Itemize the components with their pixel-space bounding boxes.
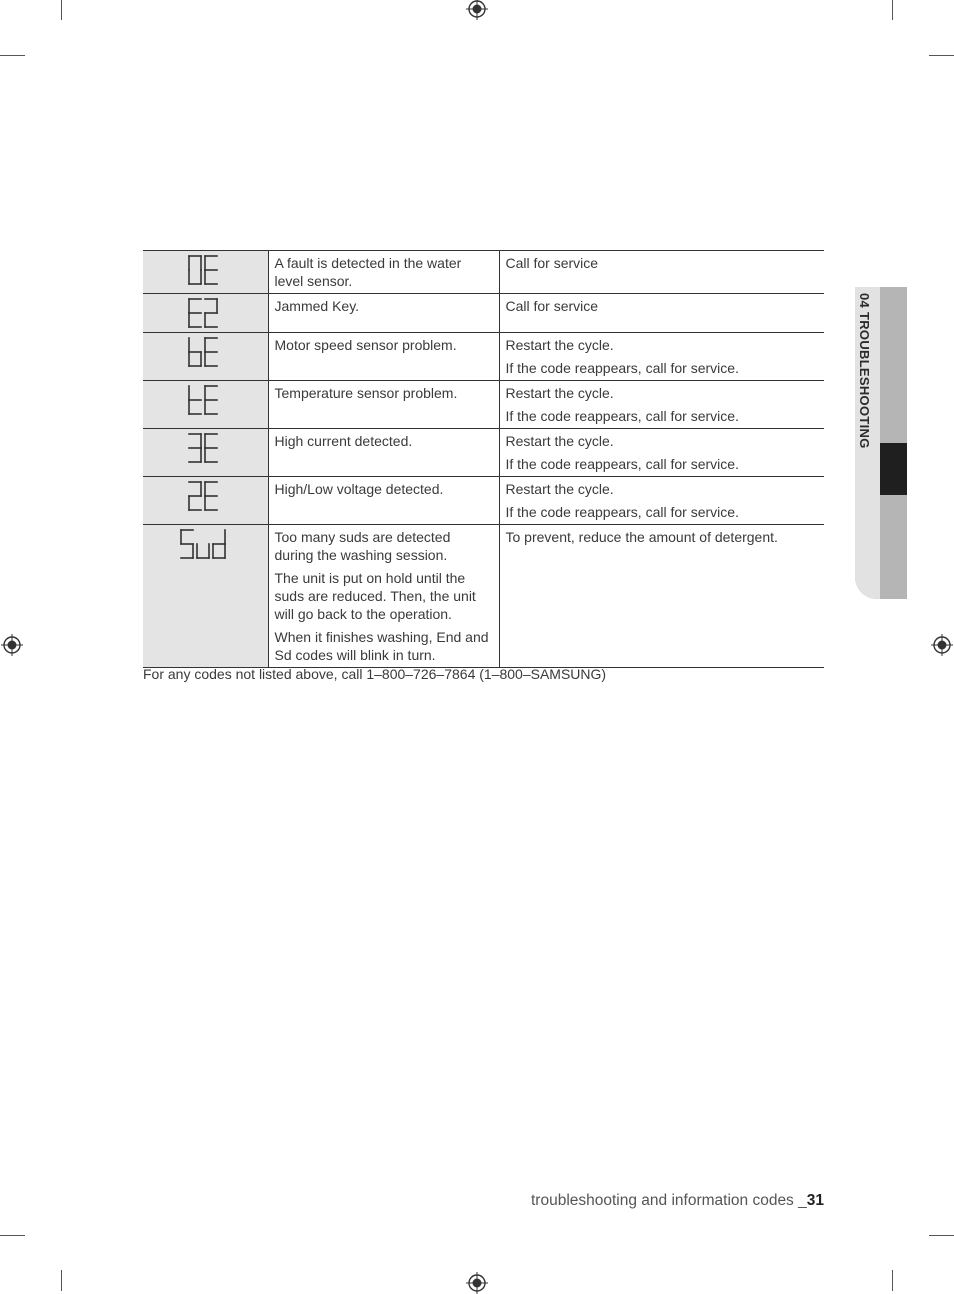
display-code-sud-icon xyxy=(179,528,231,560)
error-code-display xyxy=(143,294,268,333)
solution-text: Restart the cycle. xyxy=(505,385,614,401)
registration-mark-icon xyxy=(1,634,23,656)
solution-description xyxy=(499,525,824,668)
solution-text: Restart the cycle. xyxy=(505,337,614,353)
display-code-oe-icon xyxy=(187,254,223,286)
error-code-display xyxy=(143,333,268,381)
page-number: 31 xyxy=(806,1192,824,1209)
error-code-display xyxy=(143,381,268,429)
problem-description xyxy=(268,294,499,333)
solution-description xyxy=(499,251,824,294)
problem-text: Temperature sensor problem. xyxy=(274,385,458,401)
solution-text: Restart the cycle. xyxy=(505,433,614,449)
side-tab-label: 04 TROUBLESHOOTING xyxy=(857,293,872,449)
solution-description xyxy=(499,294,824,333)
problem-text: The unit is put on hold until the suds are reduced. Then, the unit will go back to the operation. xyxy=(274,570,476,622)
problem-text: High current detected. xyxy=(274,433,413,449)
crop-mark xyxy=(892,0,893,20)
solution-text: Restart the cycle. xyxy=(505,481,614,497)
error-code-row xyxy=(143,294,824,333)
footnote: For any codes not listed above, call 1–800–726–7864 (1–800–SAMSUNG) xyxy=(143,666,607,682)
problem-description xyxy=(268,333,499,381)
error-code-display xyxy=(143,525,268,668)
error-code-row xyxy=(143,333,824,381)
solution-text: If the code reappears, call for service. xyxy=(505,408,739,424)
crop-mark xyxy=(0,1235,25,1236)
error-codes-body xyxy=(143,251,824,668)
error-codes-table xyxy=(143,250,824,668)
registration-mark-icon xyxy=(466,0,488,20)
side-tab-marker xyxy=(880,443,907,495)
crop-mark xyxy=(892,1270,893,1291)
display-code-be-icon xyxy=(187,336,223,368)
page-footer xyxy=(531,1192,824,1210)
crop-mark xyxy=(929,55,954,56)
problem-description xyxy=(268,477,499,525)
solution-text: If the code reappears, call for service. xyxy=(505,504,739,520)
error-code-row xyxy=(143,525,824,668)
display-code-te-icon xyxy=(187,384,223,416)
solution-text: To prevent, reduce the amount of detergent. xyxy=(505,529,778,545)
error-code-display xyxy=(143,477,268,525)
crop-mark xyxy=(929,1235,954,1236)
problem-description xyxy=(268,429,499,477)
display-code-2e-icon xyxy=(187,480,223,512)
solution-text: Call for service xyxy=(505,255,599,271)
error-code-display xyxy=(143,429,268,477)
solution-description xyxy=(499,333,824,381)
problem-text: Too many suds are detected during the washing session. xyxy=(274,529,451,563)
error-code-row xyxy=(143,251,824,294)
solution-description xyxy=(499,381,824,429)
problem-text: Jammed Key. xyxy=(274,298,360,314)
problem-text: A fault is detected in the water level sensor. xyxy=(274,255,462,289)
solution-description xyxy=(499,477,824,525)
error-code-row xyxy=(143,477,824,525)
error-code-row xyxy=(143,381,824,429)
display-code-e2-icon xyxy=(187,297,223,329)
display-code-3e-icon xyxy=(187,432,223,464)
problem-text: Motor speed sensor problem. xyxy=(274,337,457,353)
solution-text: If the code reappears, call for service. xyxy=(505,360,739,376)
registration-mark-icon xyxy=(931,634,953,656)
problem-description xyxy=(268,381,499,429)
crop-mark xyxy=(61,1270,62,1291)
error-code-display xyxy=(143,251,268,294)
solution-text: If the code reappears, call for service. xyxy=(505,456,739,472)
problem-text: When it finishes washing, End and Sd codes will blink in turn. xyxy=(274,629,489,663)
crop-mark xyxy=(61,0,62,20)
error-code-row xyxy=(143,429,824,477)
problem-description xyxy=(268,525,499,668)
problem-description xyxy=(268,251,499,294)
solution-description xyxy=(499,429,824,477)
solution-text: Call for service xyxy=(505,298,599,314)
problem-text: High/Low voltage detected. xyxy=(274,481,444,497)
crop-mark xyxy=(0,55,25,56)
footer-text: troubleshooting and information codes _ xyxy=(531,1192,807,1209)
